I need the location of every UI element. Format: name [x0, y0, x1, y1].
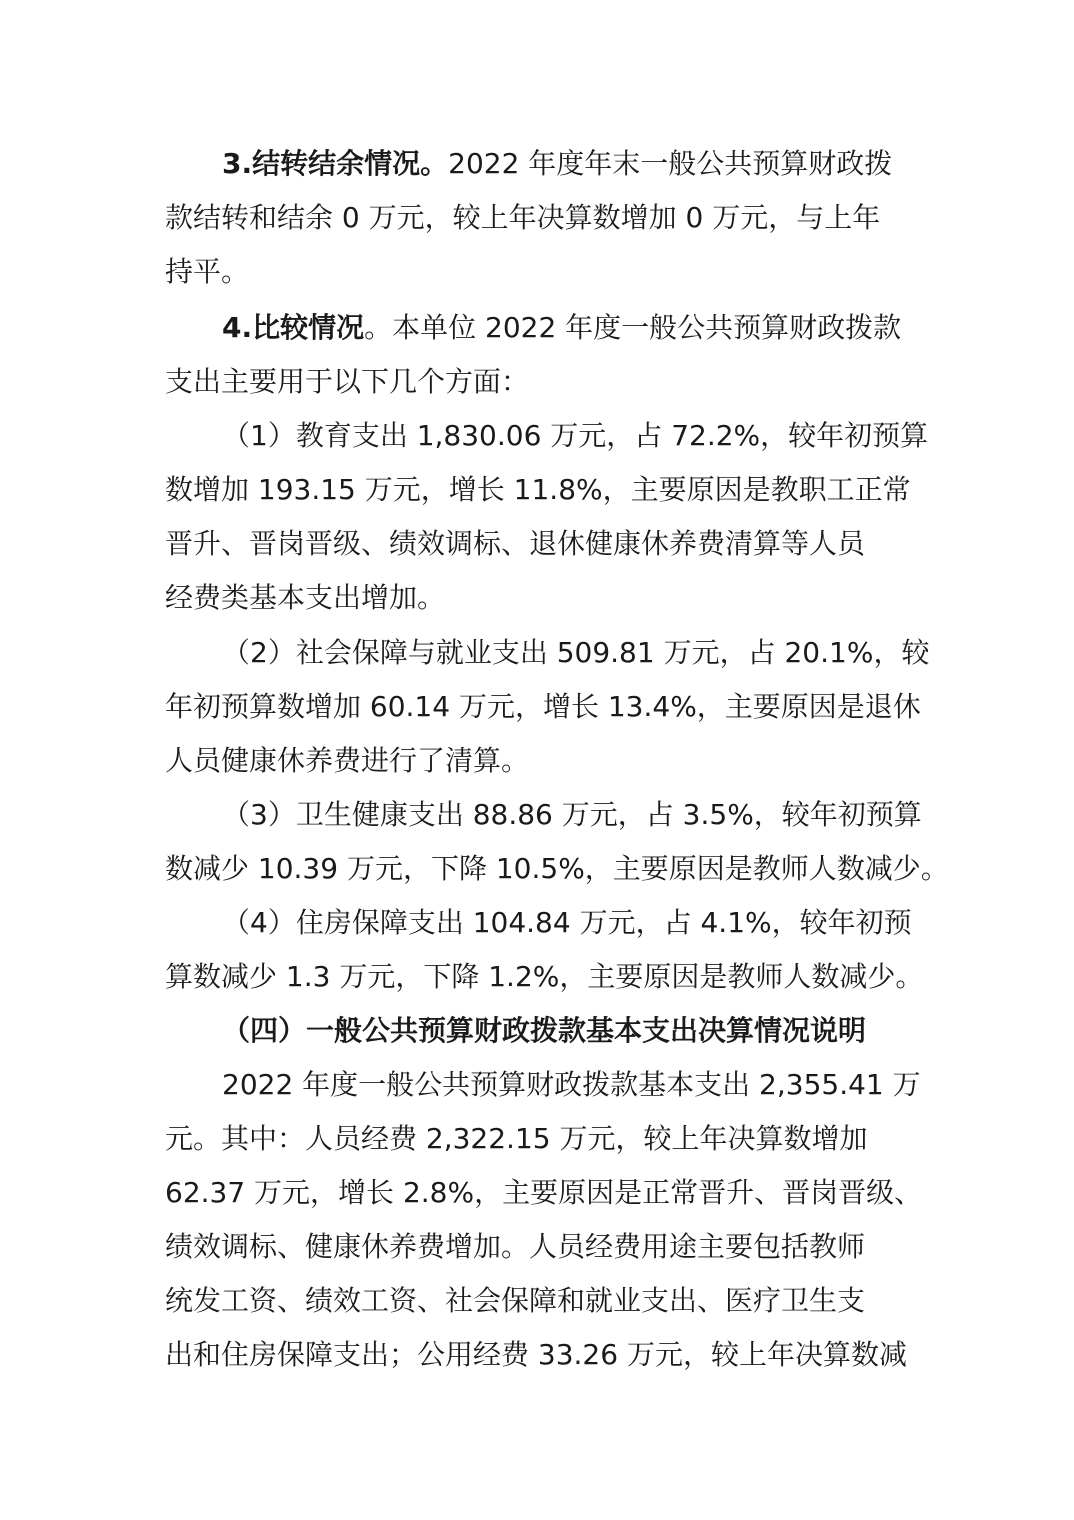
- para3-heading: 3.结转结余情况。: [222, 147, 449, 180]
- para3-line1: [222, 146, 892, 182]
- item4-line2: 算数减少 1.3 万元，下降 1.2%，主要原因是教师人数减少。: [165, 960, 924, 993]
- para4-text: 。本单位 2022 年度一般公共预算财政拨款: [364, 311, 902, 344]
- para4-heading: 4.比较情况: [222, 311, 365, 344]
- para3-text: 2022 年度年末一般公共预算财政拨: [448, 147, 893, 180]
- item1-line1: （1）教育支出 1,830.06 万元，占 72.2%，较年初预算: [222, 419, 929, 452]
- para3-line2: 款结转和结余 0 万元，较上年决算数增加 0 万元，与上年: [165, 201, 881, 234]
- para3-line3: 持平。: [165, 255, 250, 288]
- item2-line3: 人员健康休养费进行了清算。: [165, 744, 530, 777]
- section-heading: （四）一般公共预算财政拨款基本支出决算情况说明: [222, 1014, 867, 1047]
- item4-line1: （4）住房保障支出 104.84 万元，占 4.1%，较年初预: [222, 906, 912, 939]
- item3-line1: （3）卫生健康支出 88.86 万元，占 3.5%，较年初预算: [222, 798, 922, 831]
- section-line4: 绩效调标、健康休养费增加。人员经费用途主要包括教师: [165, 1230, 866, 1263]
- section-line1: 2022 年度一般公共预算财政拨款基本支出 2,355.41 万: [222, 1068, 921, 1101]
- item2-line1: （2）社会保障与就业支出 509.81 万元，占 20.1%，较: [222, 636, 930, 669]
- item1-line3: 晋升、晋岗晋级、绩效调标、退休健康休养费清算等人员: [165, 527, 866, 560]
- section-line5: 统发工资、绩效工资、社会保障和就业支出、医疗卫生支: [165, 1284, 866, 1317]
- item1-line2: 数增加 193.15 万元，增长 11.8%，主要原因是教职工正常: [165, 473, 911, 506]
- para4-line1: [222, 310, 901, 346]
- section-line3: 62.37 万元，增长 2.8%，主要原因是正常晋升、晋岗晋级、: [165, 1176, 923, 1209]
- section-line6: 出和住房保障支出；公用经费 33.26 万元，较上年决算数减: [165, 1338, 907, 1371]
- para4-line2: 支出主要用于以下几个方面：: [165, 365, 530, 398]
- item1-line4: 经费类基本支出增加。: [165, 581, 446, 614]
- item3-line2: 数减少 10.39 万元，下降 10.5%，主要原因是教师人数减少。: [165, 852, 949, 885]
- item2-line2: 年初预算数增加 60.14 万元，增长 13.4%，主要原因是退休: [165, 690, 921, 723]
- section-line2: 元。其中：人员经费 2,322.15 万元，较上年决算数增加: [165, 1122, 868, 1155]
